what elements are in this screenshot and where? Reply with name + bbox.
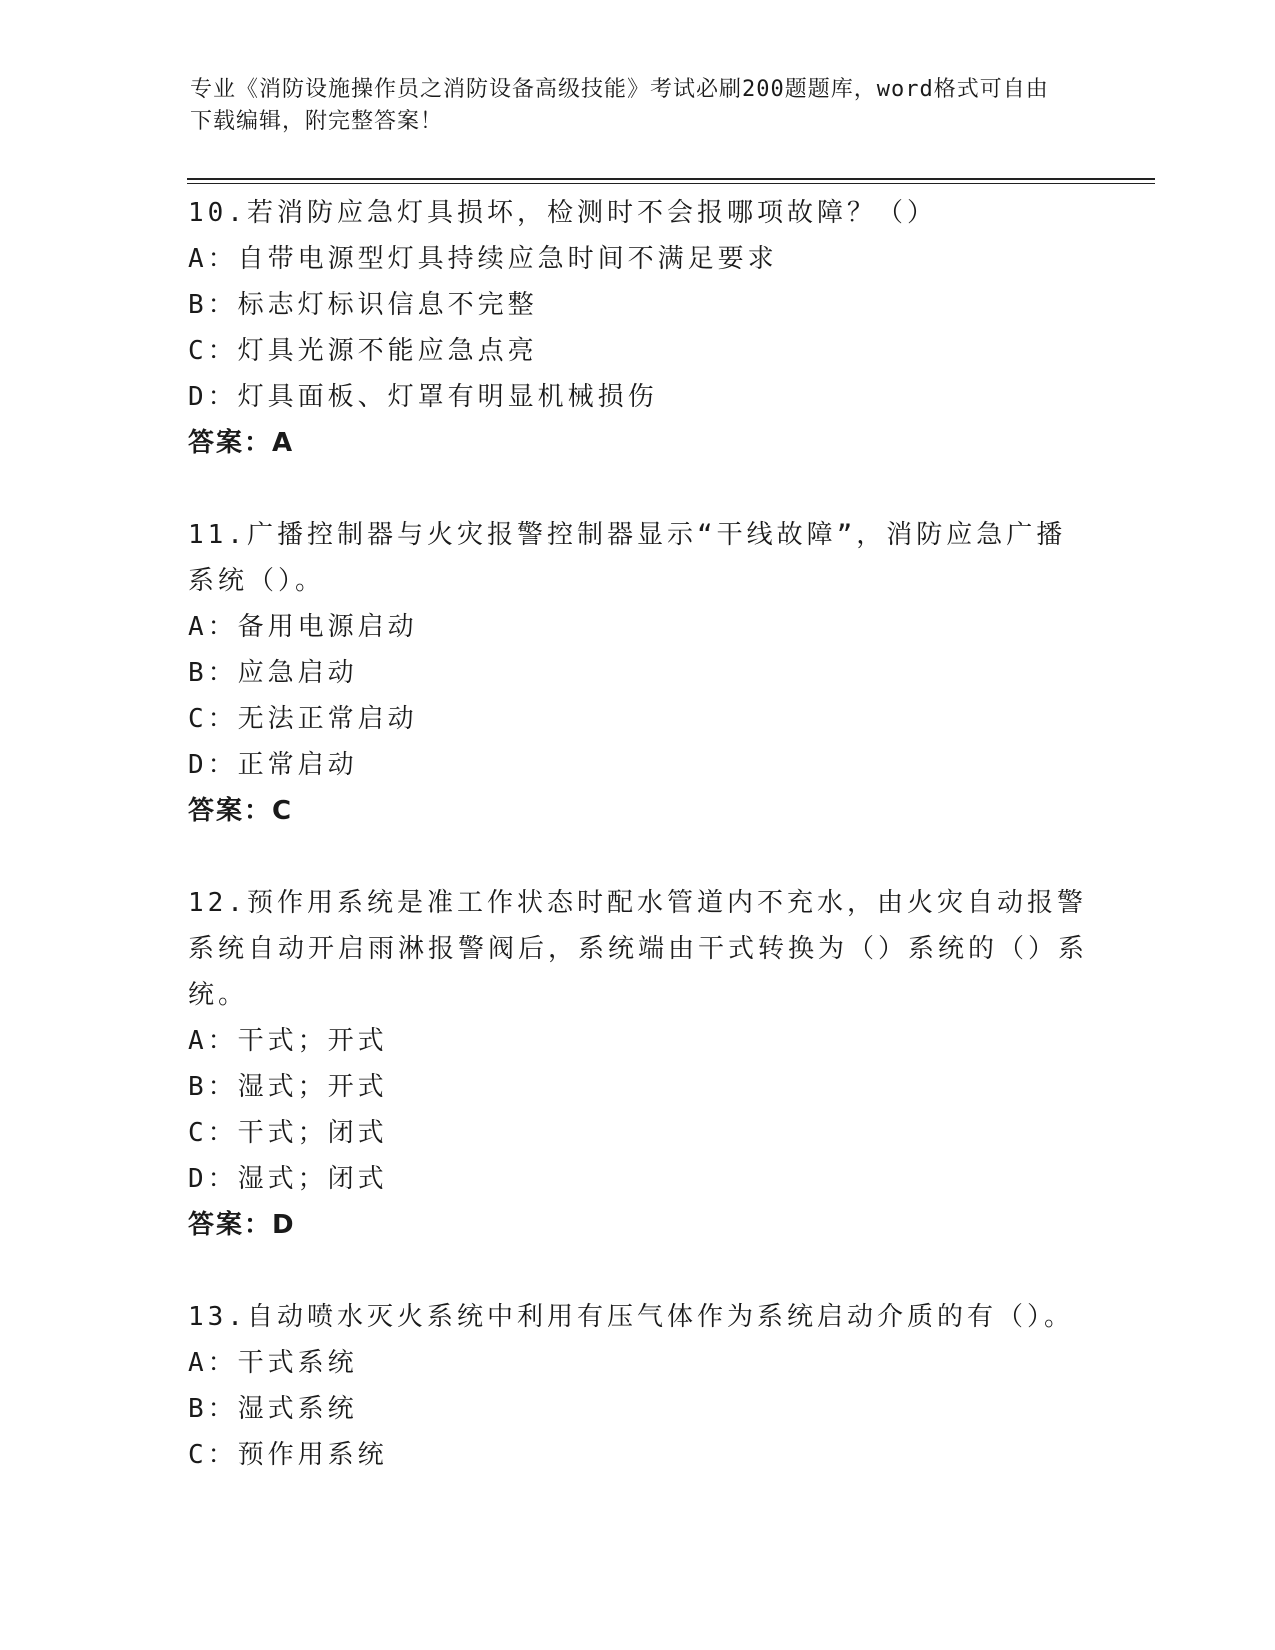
question-stem: 10.若消防应急灯具损坏，检测时不会报哪项故障？（） [188, 198, 937, 228]
question-stem: 11.广播控制器与火灾报警控制器显示“干线故障”，消防应急广播系统（）。 [188, 520, 1067, 596]
option-d: D：灯具面板、灯罩有明显机械损伤 [188, 382, 658, 412]
header-divider [187, 178, 1155, 180]
question-12 [188, 880, 1088, 1248]
question-11 [188, 512, 1088, 834]
question-stem: 13.自动喷水灭火系统中利用有压气体作为系统启动介质的有（）。 [188, 1302, 1074, 1332]
option-a: A：干式；开式 [188, 1026, 388, 1056]
question-stem: 12.预作用系统是准工作状态时配水管道内不充水，由火灾自动报警系统自动开启雨淋报警阀后，系统端由干式转换为（）系统的（）系统。 [188, 888, 1089, 1010]
answer: 答案：C [188, 796, 294, 826]
option-a: A：备用电源启动 [188, 612, 418, 642]
option-d: D：正常启动 [188, 750, 358, 780]
answer: 答案：D [188, 1210, 296, 1240]
option-c: C：预作用系统 [188, 1440, 388, 1470]
document-header: 专业《消防设施操作员之消防设备高级技能》考试必刷200题题库，word格式可自由下载编辑，附完整答案！ [190, 77, 1049, 134]
option-b: B：应急启动 [188, 658, 358, 688]
option-a: A：自带电源型灯具持续应急时间不满足要求 [188, 244, 778, 274]
question-list [188, 190, 1088, 1478]
question-13 [188, 1294, 1088, 1478]
option-b: B：湿式；开式 [188, 1072, 388, 1102]
option-c: C：灯具光源不能应急点亮 [188, 336, 538, 366]
answer: 答案：A [188, 428, 295, 458]
option-b: B：标志灯标识信息不完整 [188, 290, 538, 320]
header-divider-thin [187, 183, 1155, 184]
option-c: C：无法正常启动 [188, 704, 418, 734]
option-c: C：干式；闭式 [188, 1118, 388, 1148]
option-b: B：湿式系统 [188, 1394, 358, 1424]
question-10 [188, 190, 1088, 466]
option-d: D：湿式；闭式 [188, 1164, 388, 1194]
option-a: A：干式系统 [188, 1348, 358, 1378]
